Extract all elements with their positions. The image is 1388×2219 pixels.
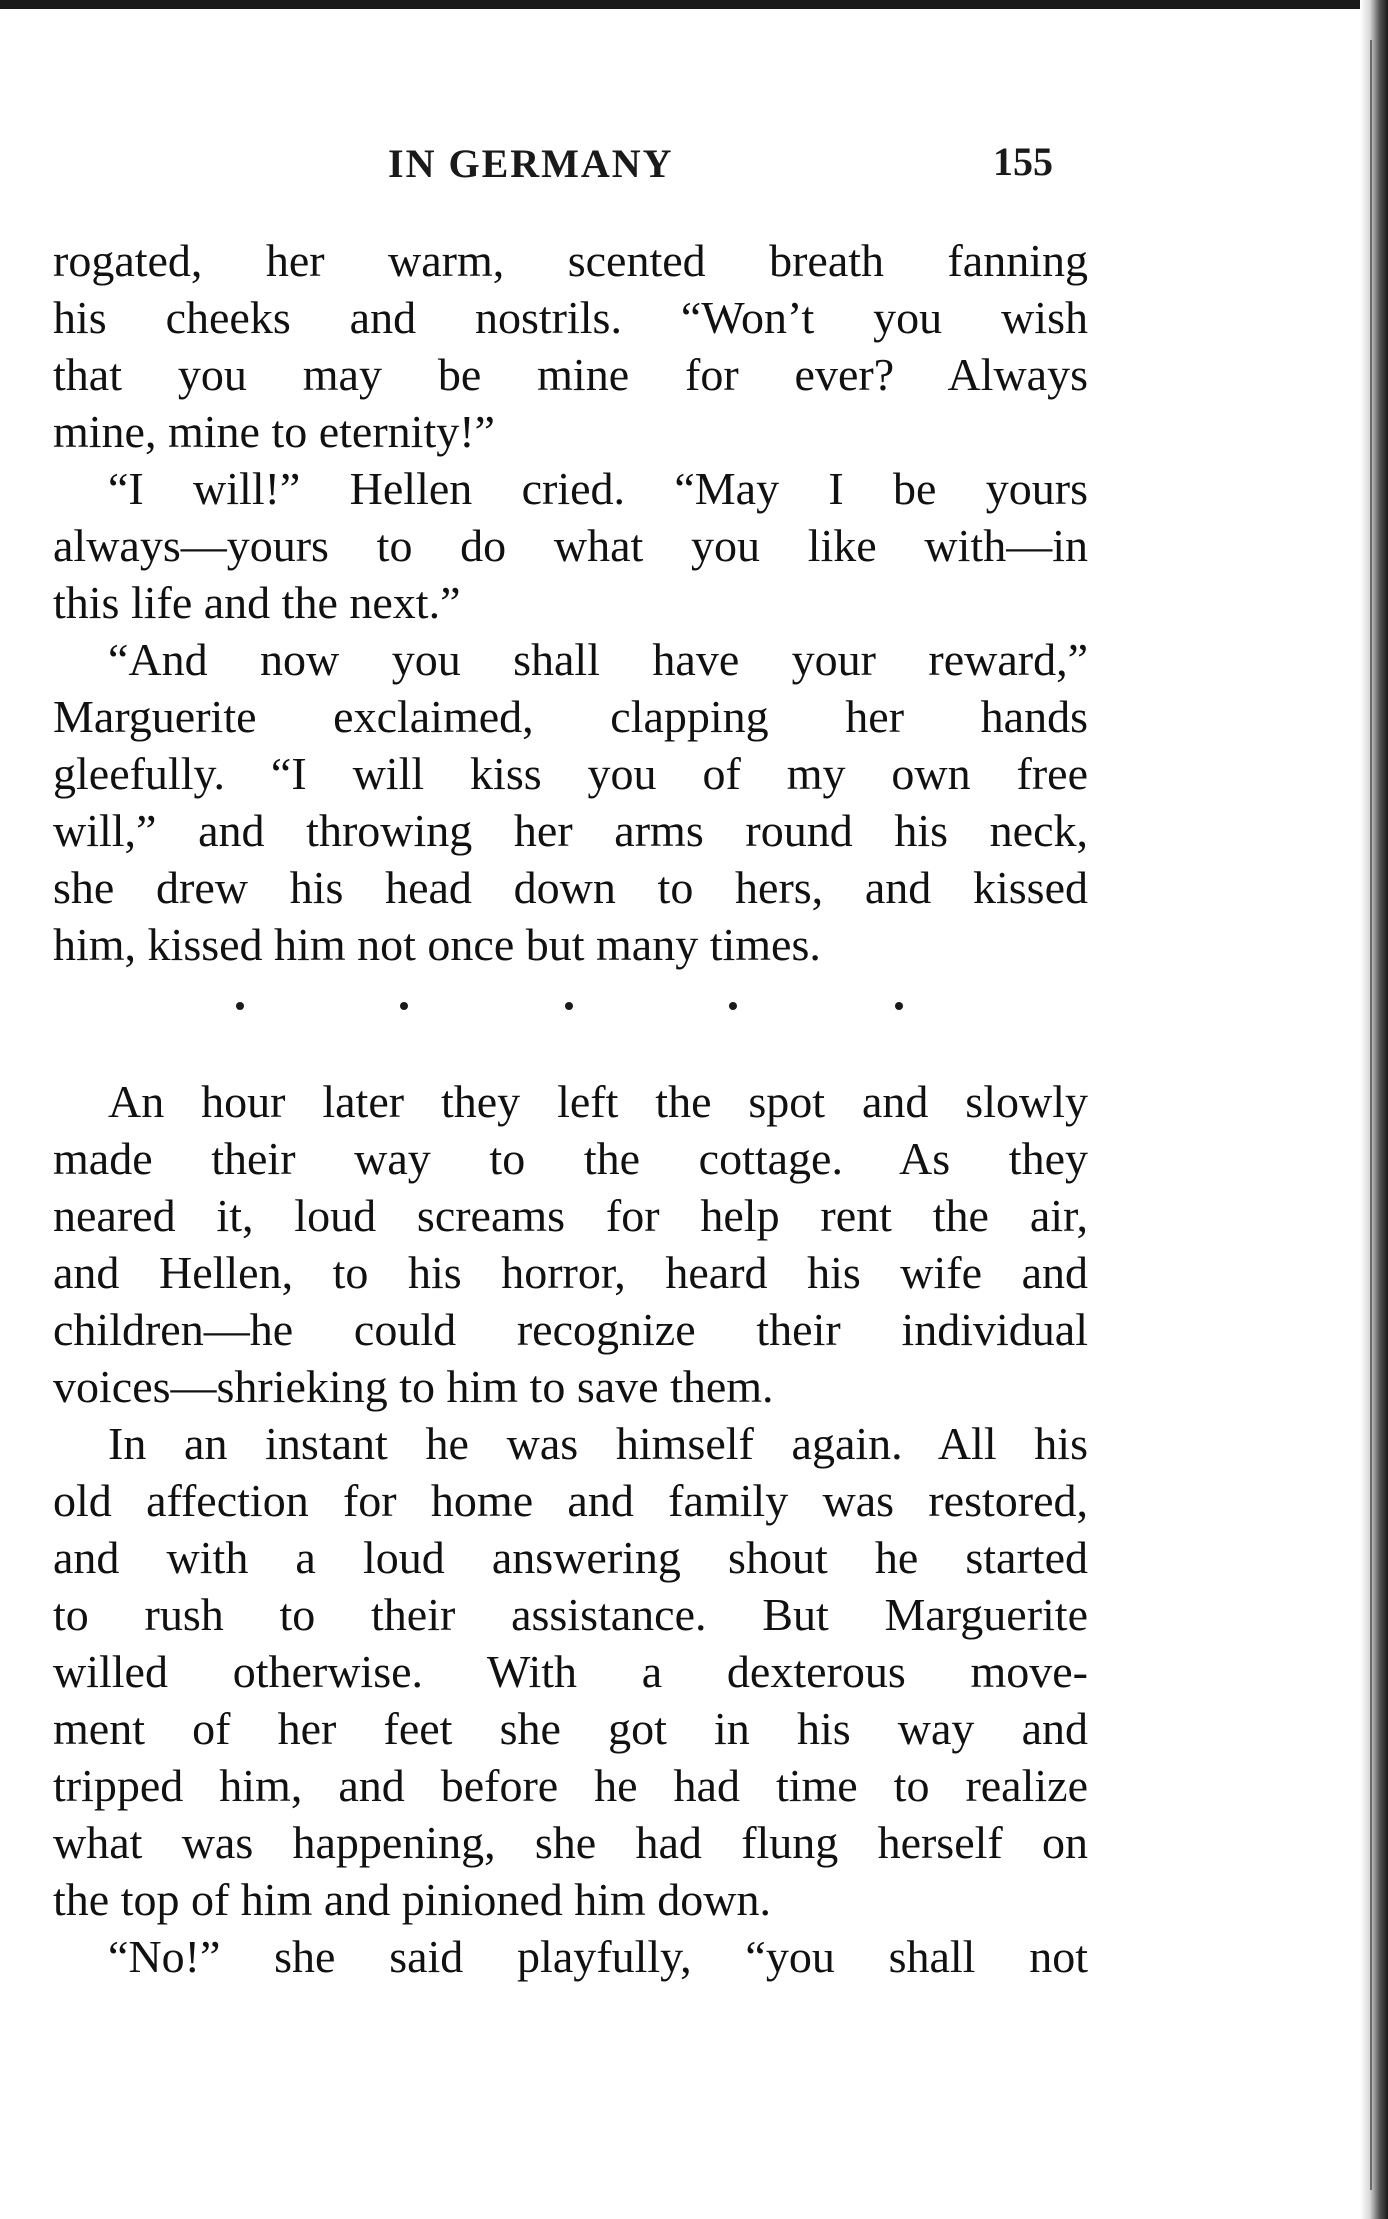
text-line: will,” and throwing her arms round his neck, [53,805,1088,856]
running-head [0,140,1388,190]
text-line: what was happening, she had flung herself on [53,1817,1088,1868]
paragraph [53,232,1088,460]
text-line: mine, mine to eternity!” [53,406,495,457]
text-line: that you may be mine for ever? Always [53,349,1088,400]
text-line: always—yours to do what you like with—in [53,520,1088,571]
break-dot [236,1002,244,1010]
text-line: this life and the next.” [53,577,461,628]
text-line: his cheeks and nostrils. “Won’t you wish [53,292,1088,343]
text-line: “No!” she said playfully, “you shall not [108,1931,1088,1982]
text-line: to rush to their assistance. But Marguerite [53,1589,1088,1640]
page-binding-edge [1360,0,1388,2219]
paragraph [53,1928,1088,1985]
page-number: 155 [993,139,1053,184]
paragraph [53,460,1088,631]
break-dot [400,1002,408,1010]
text-line: ment of her feet she got in his way and [53,1703,1088,1754]
text-line: willed otherwise. With a dexterous move- [53,1646,1088,1697]
page-edge-line [1370,40,1372,2190]
section-break-dots [0,1002,1388,1022]
running-head-title: IN GERMANY [388,141,674,186]
page-top-border [0,0,1388,9]
break-dot [895,1002,903,1010]
text-line: old affection for home and family was restored, [53,1475,1088,1526]
text-line: neared it, loud screams for help rent the air, [53,1190,1088,1241]
text-line: voices—shrieking to him to save them. [53,1361,774,1412]
text-line: the top of him and pinioned him down. [53,1874,772,1925]
text-line: An hour later they left the spot and slowly [108,1076,1088,1127]
paragraph [53,631,1088,973]
text-line: made their way to the cottage. As they [53,1133,1088,1184]
text-line: In an instant he was himself again. All his [108,1418,1088,1469]
text-line: him, kissed him not once but many times. [53,919,821,970]
break-dot [565,1002,573,1010]
text-line: tripped him, and before he had time to realize [53,1760,1088,1811]
text-line: gleefully. “I will kiss you of my own free [53,748,1088,799]
text-line: “And now you shall have your reward,” [108,634,1088,685]
paragraph [53,1073,1088,1415]
body-text [53,232,1088,1985]
text-line: Marguerite exclaimed, clapping her hands [53,691,1088,742]
text-line: and Hellen, to his horror, heard his wife and [53,1247,1088,1298]
text-line: and with a loud answering shout he started [53,1532,1088,1583]
break-dot [729,1002,737,1010]
text-line: rogated, her warm, scented breath fanning [53,235,1088,286]
text-line: “I will!” Hellen cried. “May I be yours [108,463,1088,514]
text-line: she drew his head down to hers, and kissed [53,862,1088,913]
section-break [53,973,1088,1073]
text-line: children—he could recognize their individual [53,1304,1088,1355]
paragraph [53,1415,1088,1928]
